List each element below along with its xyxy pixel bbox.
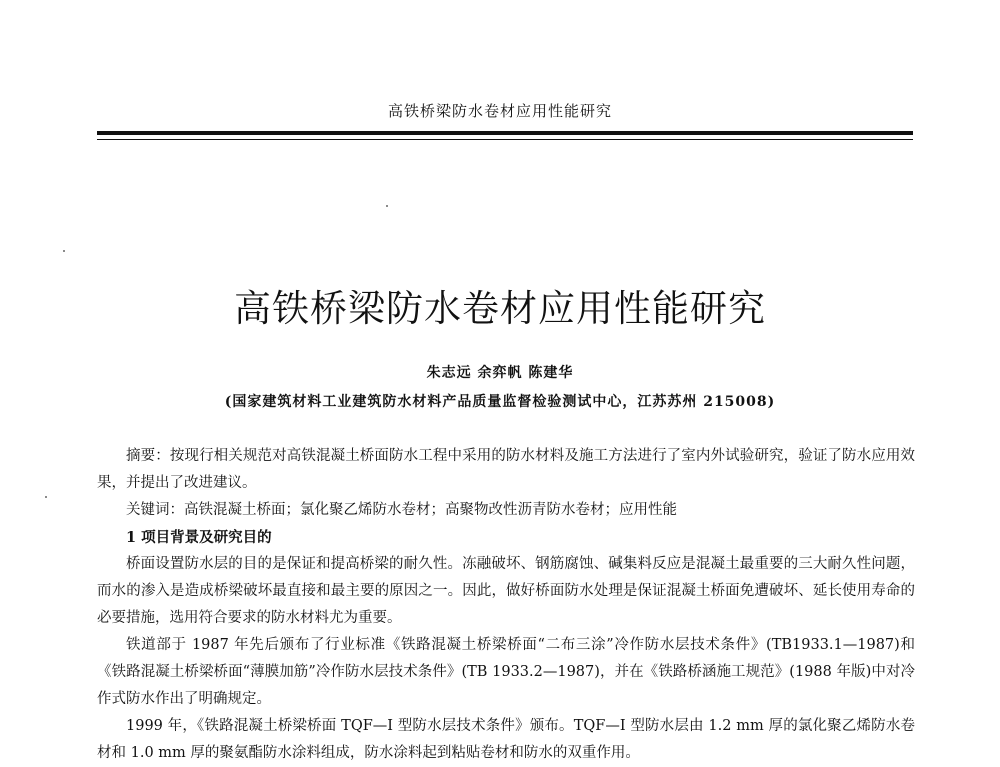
paper-title: 高铁桥梁防水卷材应用性能研究 [234,287,766,330]
scan-speck [45,496,47,498]
keywords-paragraph: 关键词：高铁混凝土桥面；氯化聚乙烯防水卷材；高聚物改性沥青防水卷材；应用性能 [126,502,677,518]
scan-speck [63,250,65,252]
abstract-paragraph: 摘要：按现行相关规范对高铁混凝土桥面防水工程中采用的防水材料及施工方法进行了室内外试验研究，验证了防水应用效果，并提出了改进建议。 [97,448,915,491]
body-paragraph: 1999 年，《铁路混凝土桥梁桥面 TQF—I 型防水层技术条件》颁布。TQF—I 型防水层由 1.2 mm 厚的氯化聚乙烯防水卷材和 1.0 mm 厚的聚氨酯防水涂料组成，防水涂料起到粘贴卷材和防水的双重作用。 [97,718,915,761]
paper-authors: 朱志远 余弈帆 陈建华 [426,365,574,381]
scan-speck [386,205,388,207]
paper-body [97,443,915,767]
body-paragraph: 铁道部于 1987 年先后颁布了行业标准《铁路混凝土桥梁桥面“二布三涂”冷作防水层技术条件》(TB1933.1—1987)和《铁路混凝土桥梁桥面“薄膜加筋”冷作防水层技术条件》(TB 1933.2—1987)，并在《铁路桥涵施工规范》(1988 年版)中对冷作式防水作出了明确规定。 [97,637,915,707]
paper-affiliation: (国家建筑材料工业建筑防水材料产品质量监督检验测试中心，江苏苏州 215008) [224,394,776,410]
header-rule-thin [97,139,913,140]
running-header: 高铁桥梁防水卷材应用性能研究 [387,102,612,120]
section-heading: 1 项目背景及研究目的 [126,529,272,546]
body-paragraph: 桥面设置防水层的目的是保证和提高桥梁的耐久性。冻融破坏、钢筋腐蚀、碱集料反应是混凝土最重要的三大耐久性问题，而水的渗入是造成桥梁破坏最直接和最主要的原因之一。因此，做好桥面防水处理是保证混凝土桥面免遭破坏、延长使用寿命的必要措施，选用符合要求的防水材料尤为重要。 [97,556,915,626]
header-rule-thick [97,131,913,135]
